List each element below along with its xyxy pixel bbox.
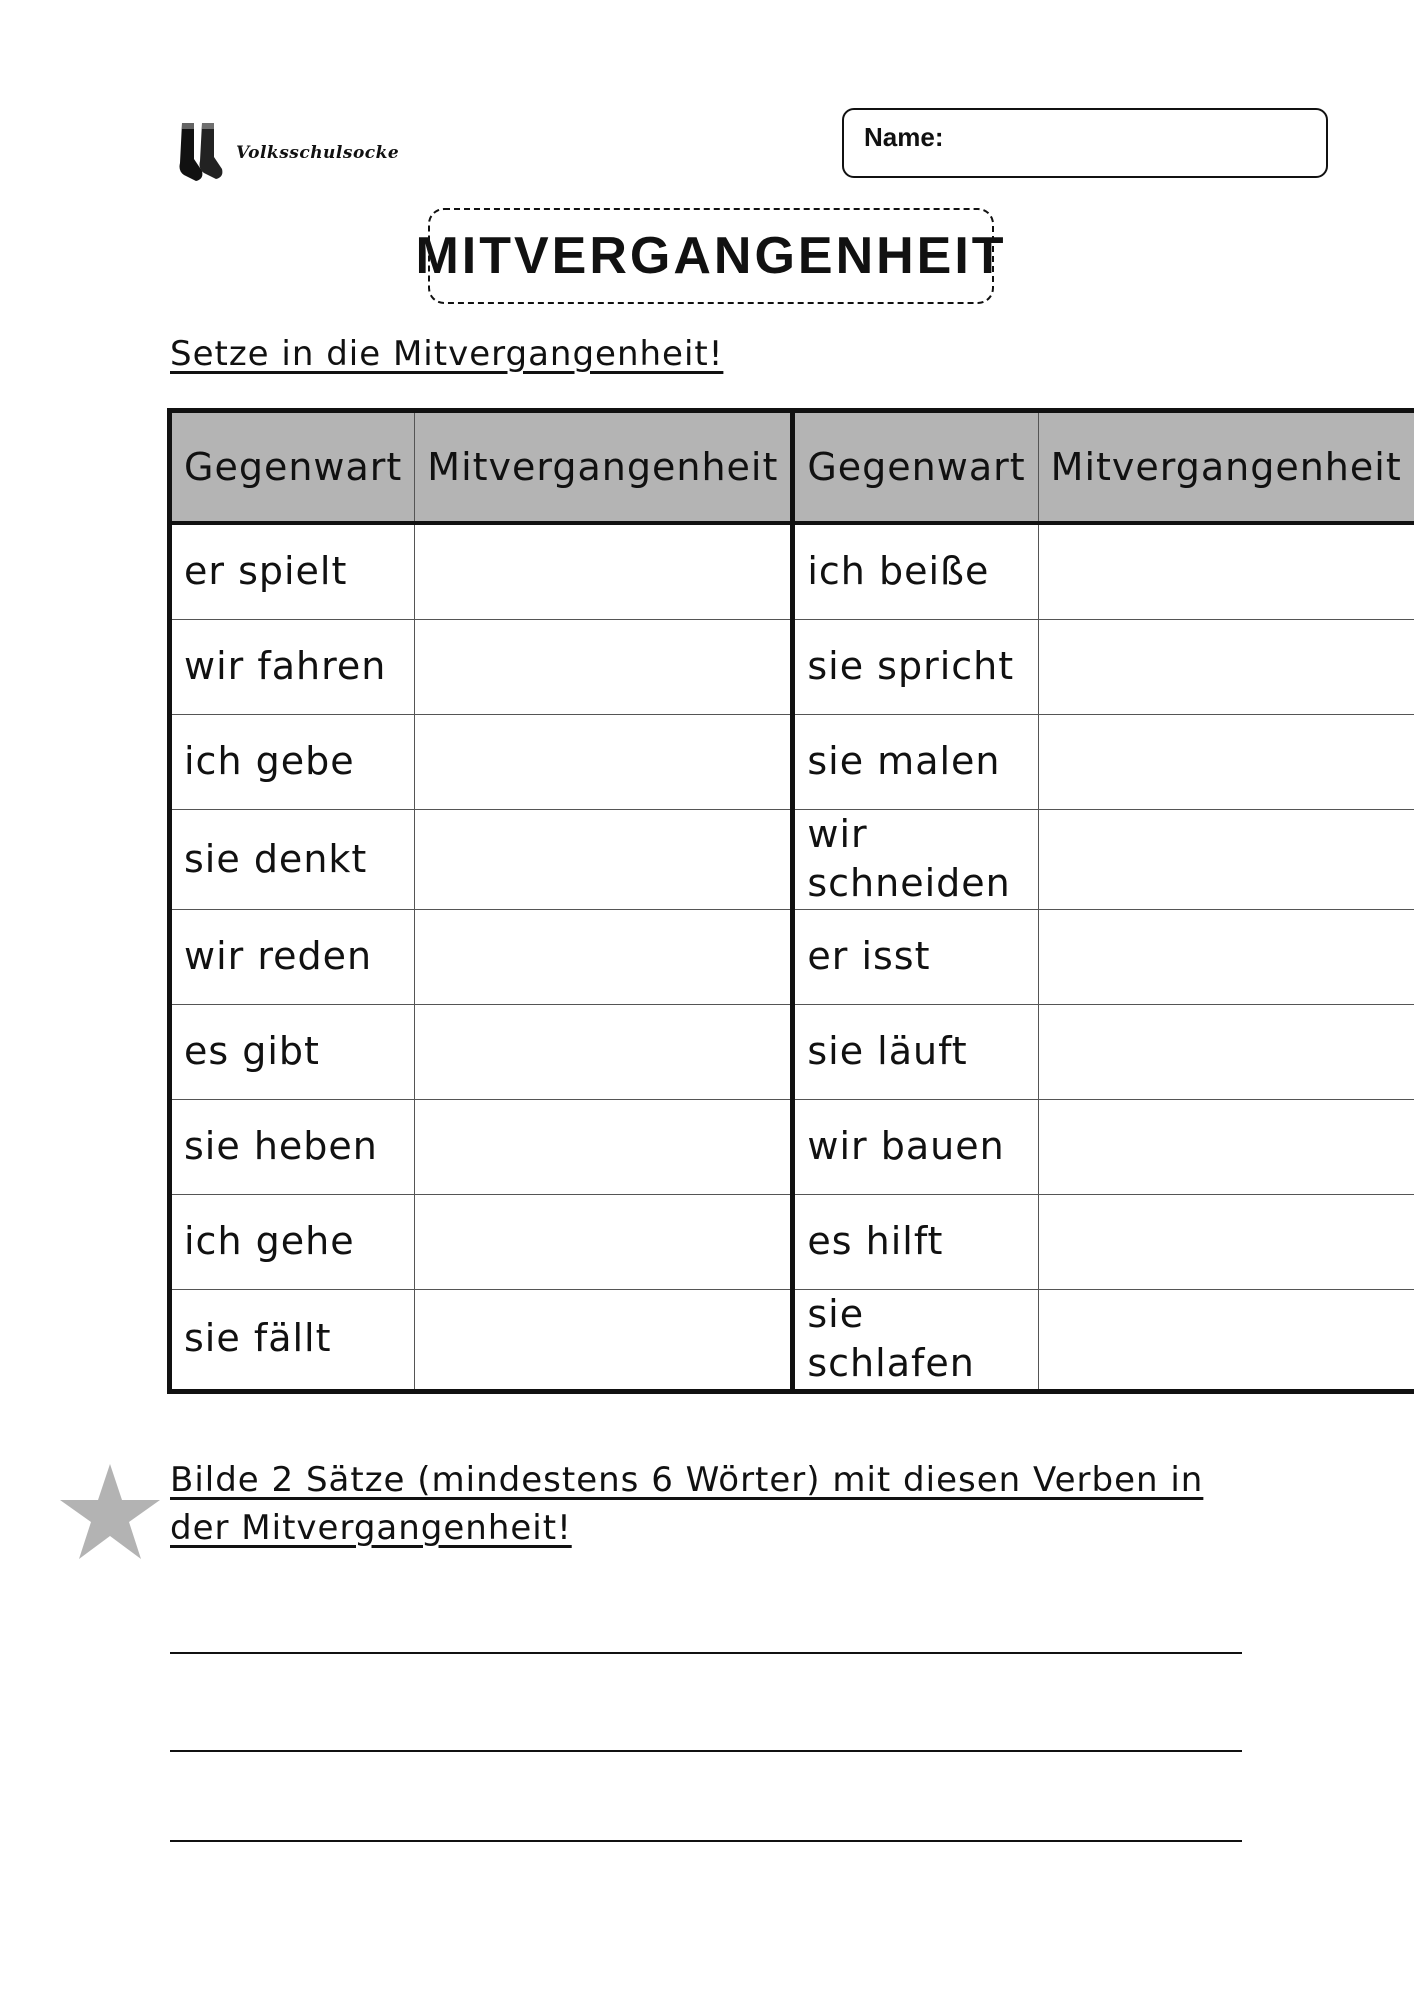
answer-left[interactable] xyxy=(415,620,793,715)
header-mitvergangenheit-1: Mitvergangenheit xyxy=(415,411,793,524)
present-right: es hilft xyxy=(793,1194,1038,1289)
logo xyxy=(172,118,402,188)
answer-right[interactable] xyxy=(1038,1004,1414,1099)
table-row xyxy=(170,1194,1414,1289)
table-row xyxy=(170,810,1414,910)
title-box xyxy=(415,208,1007,304)
star-icon xyxy=(58,1462,162,1562)
answer-left[interactable] xyxy=(415,1004,793,1099)
table-row xyxy=(170,1004,1414,1099)
header-gegenwart-1: Gegenwart xyxy=(170,411,415,524)
answer-right[interactable] xyxy=(1038,1289,1414,1391)
present-left: ich gehe xyxy=(170,1194,415,1289)
task2-instruction: Bilde 2 Sätze (mindestens 6 Wörter) mit diesen Verben in der Mitvergangenheit! xyxy=(170,1460,1204,1548)
socks-icon xyxy=(172,119,228,187)
page-title: MITVERGANGENHEIT xyxy=(415,227,1007,285)
present-left: sie heben xyxy=(170,1099,415,1194)
present-right: er isst xyxy=(793,909,1038,1004)
table-header-row xyxy=(170,411,1414,524)
table-row xyxy=(170,1289,1414,1391)
header-mitvergangenheit-2: Mitvergangenheit xyxy=(1038,411,1414,524)
conjugation-table xyxy=(167,408,1414,1394)
present-right: sie malen xyxy=(793,715,1038,810)
answer-right[interactable] xyxy=(1038,715,1414,810)
answer-left[interactable] xyxy=(415,1194,793,1289)
name-label: Name: xyxy=(864,122,944,152)
present-right: sie schlafen xyxy=(793,1289,1038,1391)
writing-line-3[interactable] xyxy=(170,1840,1242,1842)
answer-left[interactable] xyxy=(415,1289,793,1391)
present-left: wir fahren xyxy=(170,620,415,715)
answer-right[interactable] xyxy=(1038,1194,1414,1289)
table-row xyxy=(170,1099,1414,1194)
answer-right[interactable] xyxy=(1038,1099,1414,1194)
header-gegenwart-2: Gegenwart xyxy=(793,411,1038,524)
instruction: Setze in die Mitvergangenheit! xyxy=(170,334,724,374)
table-row xyxy=(170,523,1414,620)
answer-left[interactable] xyxy=(415,715,793,810)
present-right: sie spricht xyxy=(793,620,1038,715)
answer-right[interactable] xyxy=(1038,523,1414,620)
answer-left[interactable] xyxy=(415,810,793,910)
answer-right[interactable] xyxy=(1038,620,1414,715)
answer-left[interactable] xyxy=(415,909,793,1004)
present-left: ich gebe xyxy=(170,715,415,810)
answer-right[interactable] xyxy=(1038,909,1414,1004)
table-row xyxy=(170,715,1414,810)
present-right: wir bauen xyxy=(793,1099,1038,1194)
present-left: es gibt xyxy=(170,1004,415,1099)
table-row xyxy=(170,620,1414,715)
writing-line-1[interactable] xyxy=(170,1652,1242,1654)
answer-right[interactable] xyxy=(1038,810,1414,910)
present-right: ich beiße xyxy=(793,523,1038,620)
logo-text: Volksschulsocke xyxy=(236,143,400,163)
table-row xyxy=(170,909,1414,1004)
present-right: sie läuft xyxy=(793,1004,1038,1099)
conjugation-table-wrap xyxy=(167,408,1414,1394)
answer-left[interactable] xyxy=(415,1099,793,1194)
present-left: sie denkt xyxy=(170,810,415,910)
name-field[interactable] xyxy=(842,108,1328,178)
answer-left[interactable] xyxy=(415,523,793,620)
writing-line-2[interactable] xyxy=(170,1750,1242,1752)
present-left: er spielt xyxy=(170,523,415,620)
present-right: wir schneiden xyxy=(793,810,1038,910)
present-left: wir reden xyxy=(170,909,415,1004)
present-left: sie fällt xyxy=(170,1289,415,1391)
